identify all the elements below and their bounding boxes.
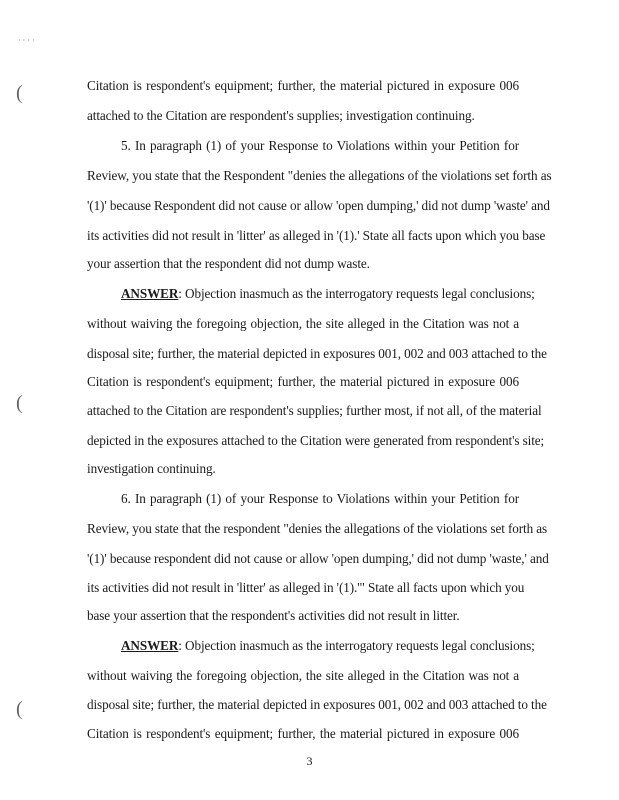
text-line: without waiving the foregoing objection, the site alleged in the Citation was not a: [87, 316, 519, 331]
text-line: Citation is respondent's equipment; further, the material pictured in exposure 006: [87, 726, 519, 741]
answer-label: ANSWER: [121, 638, 179, 653]
text-line: depicted in the exposures attached to the Citation were generated from respondent's site;: [87, 433, 545, 448]
text-line: Review, you state that the respondent "denies the allegations of the violations set forth as: [87, 521, 548, 536]
paragraph-5-start: 5. In paragraph (1) of your Response to Violations within your Petition for: [121, 138, 519, 153]
punch-hole-mark-middle: (: [16, 392, 23, 414]
answer-text: : Objection inasmuch as the interrogatory requests legal conclusions;: [178, 286, 535, 301]
page-number: 3: [306, 754, 313, 768]
text-line: Review, you state that the Respondent "denies the allegations of the violations set forth as: [87, 168, 552, 183]
text-line: attached to the Citation are respondent's supplies; further most, if not all, of the material: [87, 403, 542, 418]
text-line: '(1)' because Respondent did not cause or allow 'open dumping,' did not dump 'waste' and: [87, 198, 550, 213]
scan-artifact-top: · · · ·: [18, 36, 35, 45]
answer-label: ANSWER: [121, 286, 179, 301]
text-line: disposal site; further, the material depicted in exposures 001, 002 and 003 attached to the: [87, 346, 547, 361]
punch-hole-mark-top: (: [16, 82, 23, 104]
text-line: disposal site; further, the material depicted in exposures 001, 002 and 003 attached to the: [87, 697, 547, 712]
text-line: its activities did not result in 'litter' as alleged in '(1).' State all facts upon which you base: [87, 228, 546, 243]
text-line: base your assertion that the respondent's activities did not result in litter.: [87, 608, 460, 623]
text-line: Citation is respondent's equipment; further, the material pictured in exposure 006: [87, 78, 519, 93]
text-line: its activities did not result in 'litter' as alleged in '(1).'" State all facts upon which you: [87, 580, 525, 595]
punch-hole-mark-bottom: (: [16, 698, 23, 720]
text-line: without waiving the foregoing objection, the site alleged in the Citation was not a: [87, 668, 519, 683]
paragraph-6-start: 6. In paragraph (1) of your Response to Violations within your Petition for: [121, 491, 519, 506]
text-line: '(1)' because respondent did not cause or allow 'open dumping,' did not dump 'waste,' and: [87, 551, 549, 566]
answer-5-start: [121, 286, 535, 302]
answer-text: : Objection inasmuch as the interrogatory requests legal conclusions;: [178, 638, 535, 653]
text-line: investigation continuing.: [87, 461, 216, 476]
text-line: your assertion that the respondent did not dump waste.: [87, 256, 370, 271]
text-line: attached to the Citation are respondent's supplies; investigation continuing.: [87, 108, 475, 123]
text-line: Citation is respondent's equipment; further, the material pictured in exposure 006: [87, 374, 519, 389]
answer-6-start: [121, 638, 535, 654]
